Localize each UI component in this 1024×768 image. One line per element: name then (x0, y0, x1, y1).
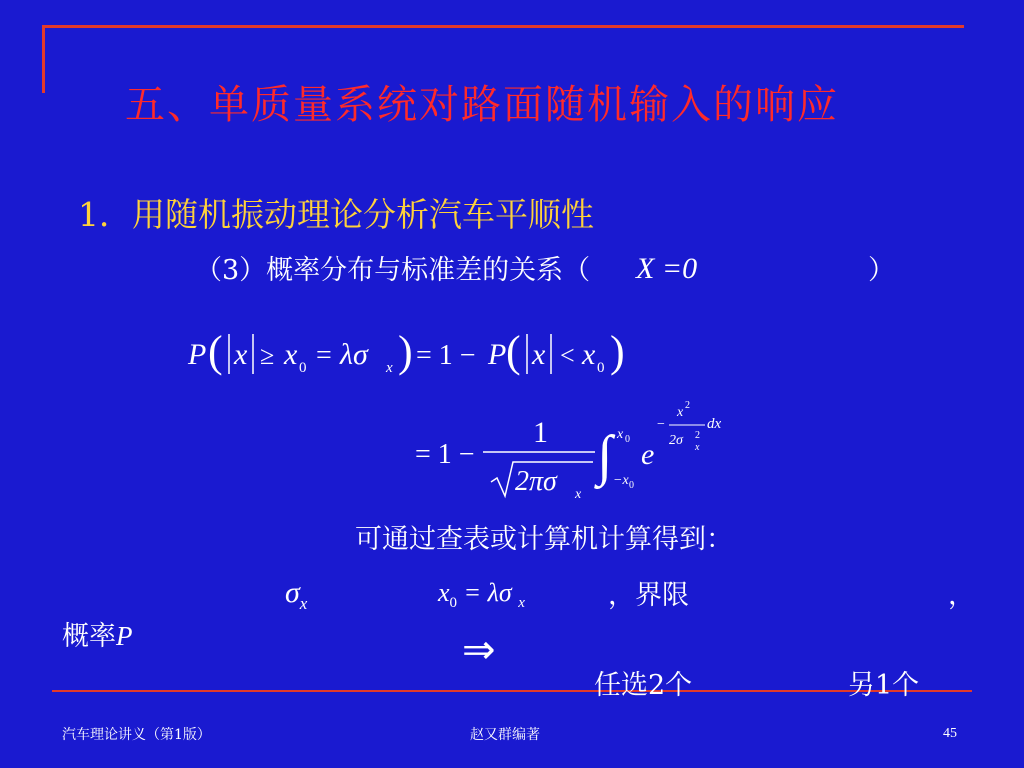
eq1-x0b: x (582, 338, 596, 371)
eq1-right-paren: ) (398, 327, 413, 376)
eq2-integral-sign: ∫ (597, 425, 613, 487)
eq2-lower: −x (613, 473, 629, 488)
footer-author: 赵又群编著 (470, 727, 540, 743)
frame-top-rule (42, 25, 964, 28)
sigma-x-symbol (285, 576, 307, 614)
eq1-eq: = (316, 340, 332, 371)
eq1-x2: x (532, 338, 546, 371)
implies-arrow: ⇒ (462, 627, 496, 673)
slide-title: 五、单质量系统对路面随机输入的响应 (125, 82, 839, 128)
eq2-lower-sub: 0 (629, 480, 634, 491)
probability-symbol: P (116, 621, 133, 651)
eq1-geq: ≥ (260, 341, 275, 370)
eq1-left-paren: ( (208, 327, 223, 376)
eq1-right-paren-2: ) (610, 327, 625, 376)
x0-rhs-subscript: x (518, 595, 525, 612)
eq1-sub0b: 0 (597, 360, 605, 376)
eq1-x: x (234, 338, 248, 371)
equation-probability (180, 322, 640, 382)
eq1-lt: < (560, 341, 575, 370)
eq1-one-minus: = 1 − (416, 340, 476, 371)
x0-symbol: x (438, 578, 450, 607)
eq2-exp-den: 2σ (669, 433, 683, 448)
eq2-exp-num-sup: 2 (685, 400, 690, 411)
eq2-denominator: 2πσ (515, 466, 557, 497)
eq2-e: e (641, 438, 655, 471)
x0-rhs: = λσ (457, 578, 519, 607)
eq2-dx: dx (707, 416, 722, 432)
eq1-x0: x (284, 338, 298, 371)
frame-bottom-rule (52, 690, 972, 692)
eq1-lambda-sigma: λσ (340, 338, 368, 371)
probability-label (62, 614, 133, 653)
subsection-close-paren: ） (868, 255, 895, 286)
eq1-P: P (188, 338, 207, 371)
eq1-P2: P (488, 338, 507, 371)
eq2-exp-minus: − (657, 417, 665, 432)
eq1-left-paren-2: ( (506, 327, 521, 376)
eq1-sub0: 0 (299, 360, 307, 376)
footer-page-number: 45 (943, 726, 957, 741)
other-one-label: 另1个 (848, 670, 920, 701)
choose-two-label: 任选2个 (594, 670, 693, 701)
equation-integral (415, 392, 745, 507)
probability-text: 概率 (62, 621, 116, 652)
eq1-subx: x (386, 360, 393, 376)
trailing-comma: ， (948, 580, 975, 611)
mean-zero-condition: X =0 (636, 252, 698, 285)
sigma-symbol: σ (285, 576, 300, 609)
subsection-heading: （3）概率分布与标准差的关系（ (195, 255, 591, 286)
lookup-note: 可通过查表或计算机计算得到： (355, 524, 733, 555)
eq2-exp-num: x (677, 405, 684, 420)
section-heading: 1．用随机振动理论分析汽车平顺性 (78, 195, 594, 234)
boundary-label: ，界限 (608, 580, 689, 611)
eq2-exp-den-sup: 2 (695, 430, 700, 441)
eq2-exp-den-sub: x (695, 442, 700, 453)
eq2-den-sub: x (575, 487, 582, 502)
eq2-one-minus: = 1 − (415, 439, 475, 470)
sigma-subscript: x (299, 594, 308, 613)
eq2-upper-sub: 0 (625, 434, 630, 445)
eq2-upper: x (617, 427, 624, 442)
x0-equation (438, 578, 525, 612)
footer-course-title: 汽车理论讲义（第1版） (62, 727, 211, 743)
x0-subscript: 0 (449, 595, 458, 612)
eq2-numerator: 1 (533, 416, 548, 449)
frame-left-rule (42, 25, 45, 93)
